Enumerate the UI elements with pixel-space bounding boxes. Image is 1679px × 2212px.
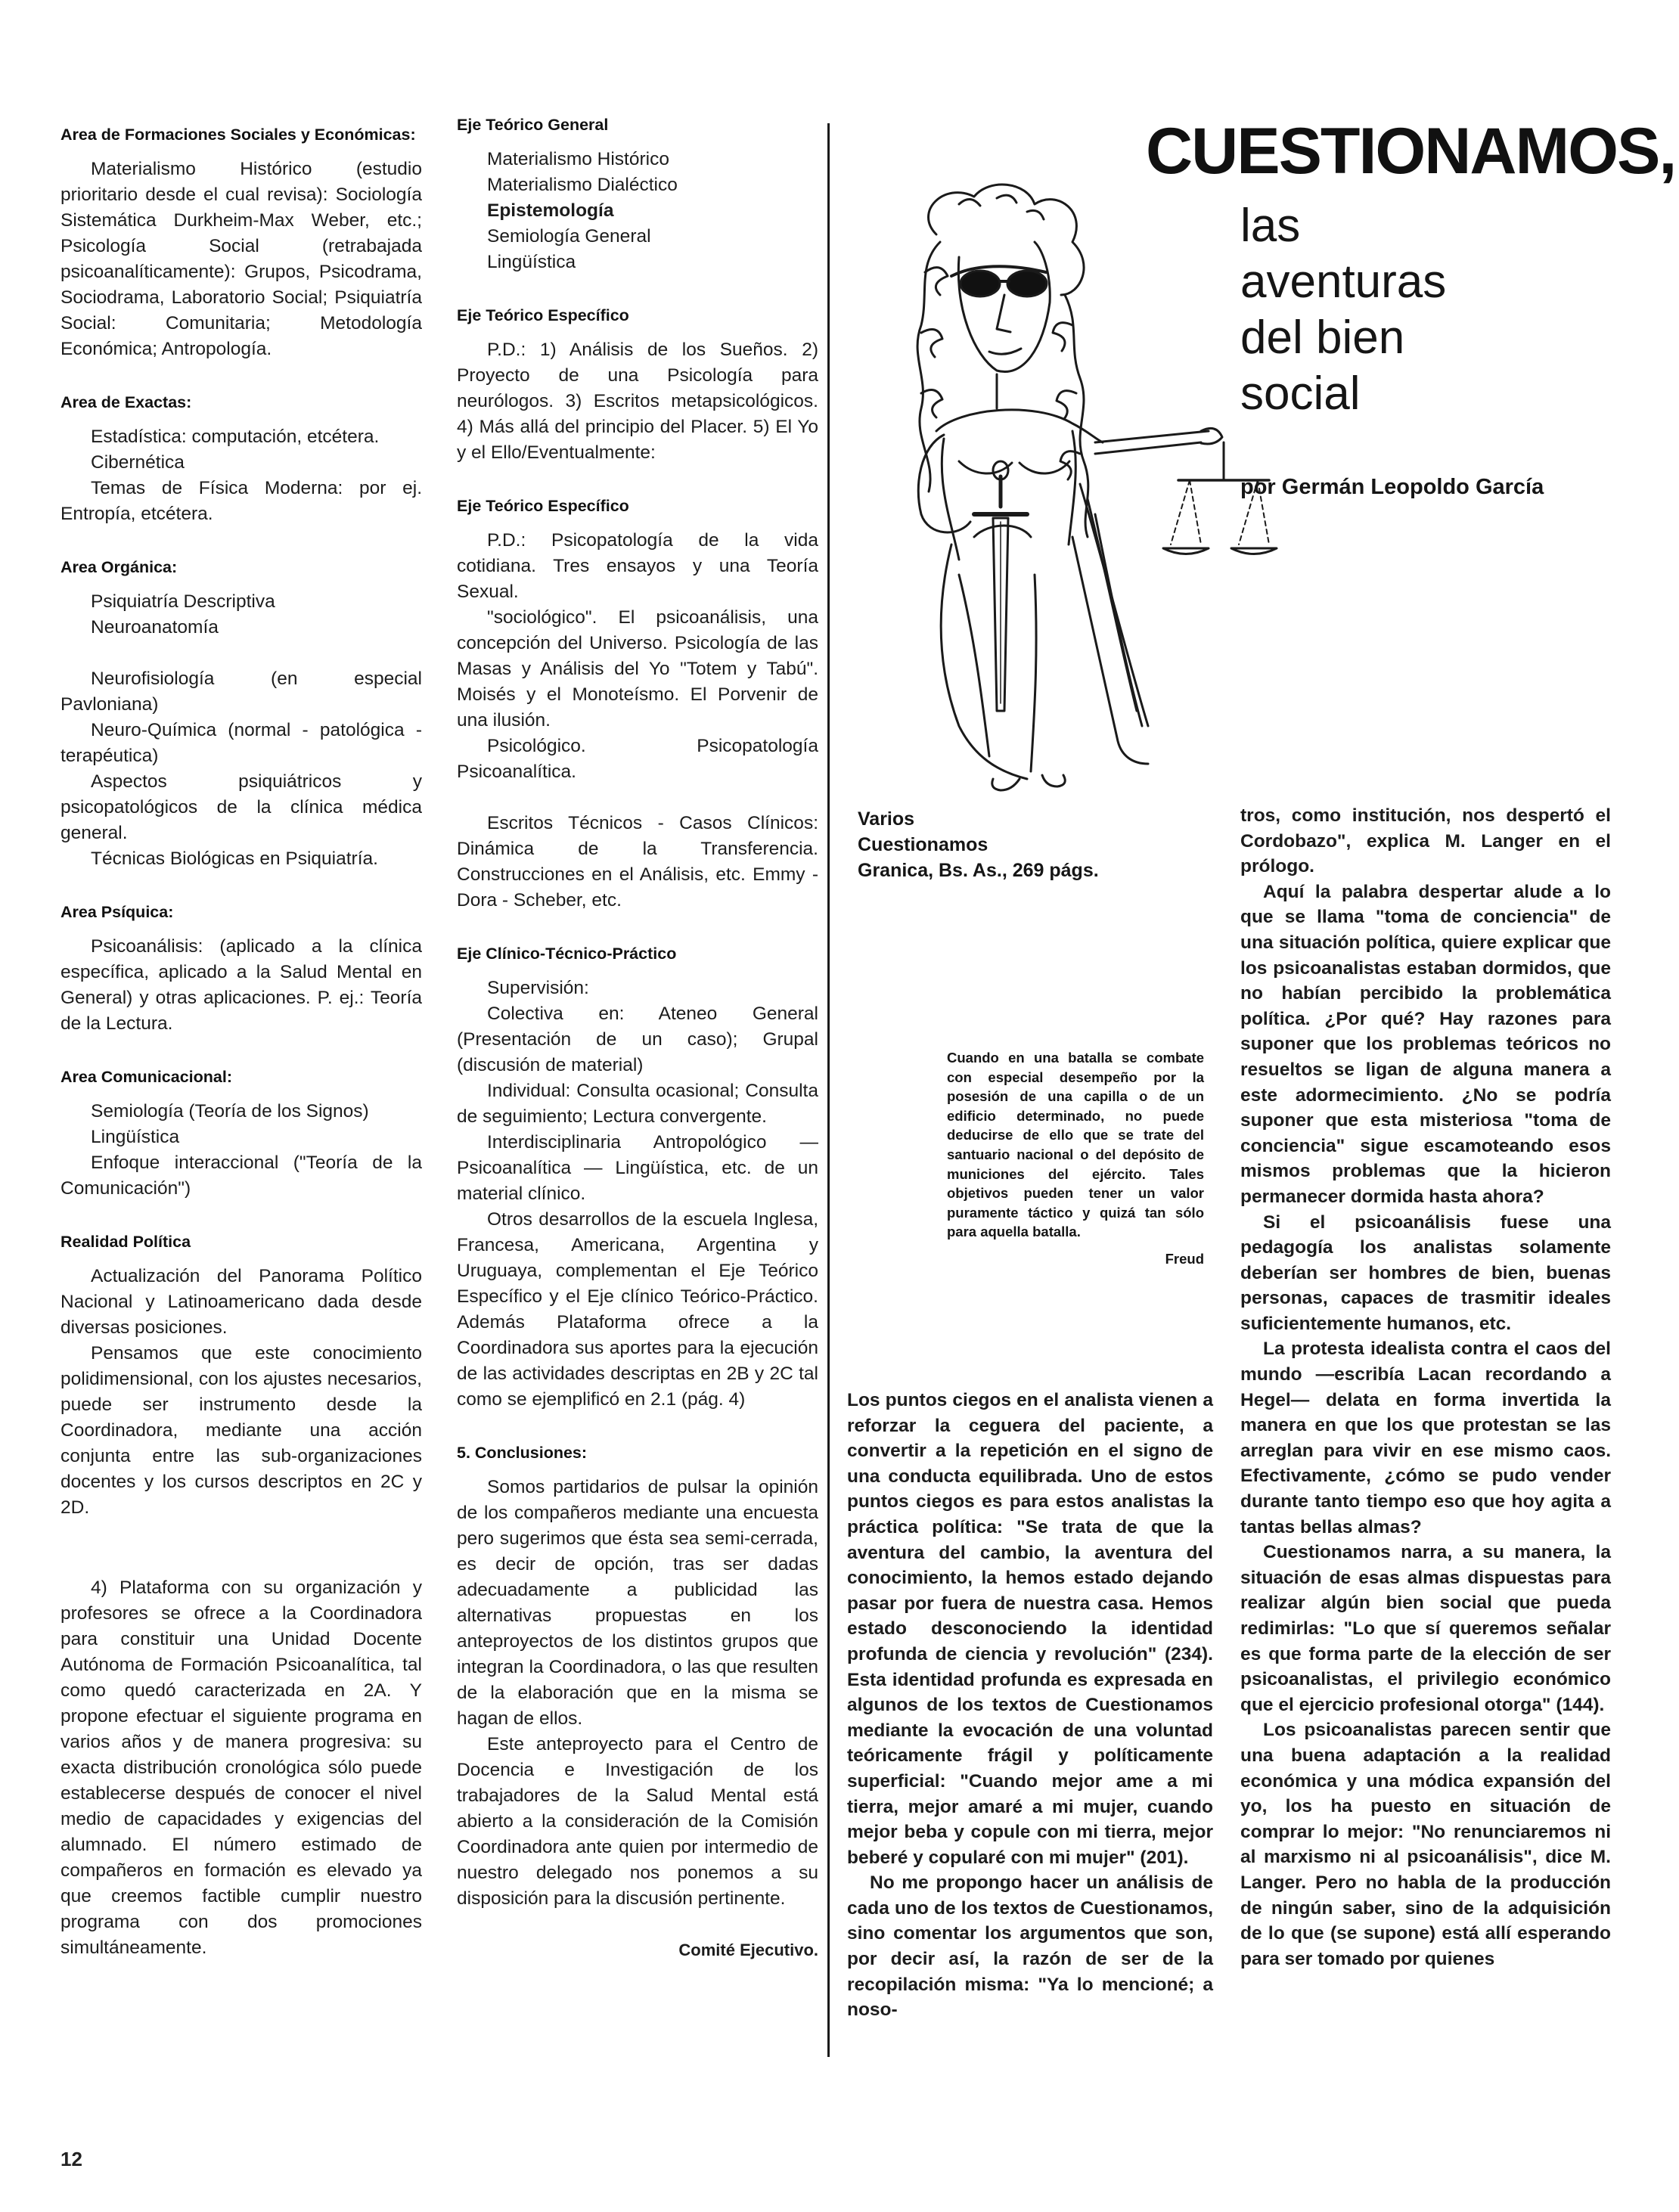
list-item: Materialismo Histórico — [487, 149, 669, 169]
paragraph: Los puntos ciegos en el analista vienen a reforzar la ceguera del paciente, a convertir a la repetición en el signo de una conducta equilibrada. Uno de estos puntos ciegos es para estos analistas la práctica política: "Se trata de que la aventura del cambio, la aventura del conocimiento, la hemos estado dejando pasar por fuera de nuestra casa. Hemos estado desconociendo la identidad profunda de ciencia y revolución" (234). Esta identidad profunda es expresada en algunos de los textos de Cuestionamos mediante la evocación de una voluntad teóricamente frágil y políticamente superficial: "Cuando mejor ame a mi tierra, mejor amaré a mi mujer, cuando mejor beba y copule con mi tierra, mejor beberé y copularé con mi mujer" (201). — [847, 1390, 1213, 1868]
scale-arm — [1095, 428, 1222, 454]
section-heading: Area de Formaciones Sociales y Económicas: — [61, 126, 416, 144]
paragraph: Temas de Física Moderna: por ej. Entropía, etcétera. — [61, 478, 422, 524]
column-1 — [61, 123, 422, 1961]
sword — [974, 461, 1031, 711]
subtitle-line: las — [1240, 200, 1301, 252]
section-realidad-politica — [61, 1230, 422, 1521]
paragraph: Supervisión: — [487, 978, 589, 998]
torso — [918, 374, 1103, 560]
section-heading: Area de Exactas: — [61, 393, 192, 411]
section-heading: Eje Teórico General — [457, 116, 609, 134]
paragraph: "sociológico". El psicoanálisis, una concepción del Universo. Psicología de las Masas y Análisis del Yo "Totem y Tabú". Moisés y el Monoteísmo. El Porvenir de una ilusión. — [457, 607, 818, 731]
list — [457, 147, 818, 275]
article-title: CUESTIONAMOS, — [1146, 115, 1676, 188]
list-item: Epistemología — [487, 200, 614, 221]
paragraph: Psicológico. Psicopatología Psicoanalítica. — [457, 736, 818, 782]
paragraph: Enfoque interaccional ("Teoría de la Comunicación") — [61, 1153, 422, 1199]
epigraph — [947, 1048, 1204, 1269]
page-number: 12 — [61, 2148, 82, 2170]
book-author: Varios — [858, 808, 915, 830]
section-heading: Eje Teórico Específico — [457, 497, 629, 515]
section-heading: Eje Teórico Específico — [457, 306, 629, 324]
paragraph: Aquí la palabra despertar alude a lo que se llama "toma de conciencia" de una situación política, quiere explicar que los psicoanalistas estaban dormidos, que no habían percibido la problemática política. ¿Por qué? Hay razones para suponer que los problemas teóricos no resueltos se ligan de alguna manera a este adormecimiento. ¿No se podría suponer que esta misteriosa "toma de conciencia" sigue escamoteando esos mismos problemas que la hicieron permanecer dormida hasta ahora? — [1240, 881, 1611, 1207]
column-divider — [827, 123, 830, 2057]
article-author: por Germán Leopoldo García — [1240, 475, 1544, 499]
paragraph: P.D.: Psicopatología de la vida cotidiana. Tres ensayos y una Teoría Sexual. — [457, 530, 818, 602]
paragraph: Este anteproyecto para el Centro de Docencia e Investigación de los trabajadores de la Salud Mental está abierto a la consideración de la Comisión Coordinadora ante quien por intermedio de nuestro delegado nos ponemos a su disposición para la discusión pertinente. — [457, 1734, 818, 1909]
paragraph: Somos partidarios de pulsar la opinión de los compañeros mediante una encuesta pero sugerimos que ésta sea semi-cerrada, es decir de opción, tras ser dadas adecuadamente a publicidad las alternativas propuestas en los anteproyectos de los distintos grupos que integran la Coordinadora, o las que resulten de la elaboración que en la misma se hagan de ellos. — [457, 1477, 818, 1729]
section-eje-teorico-general — [457, 113, 818, 275]
list-item: Lingüística — [91, 1127, 180, 1147]
paragraph: Actualización del Panorama Político Nacional y Latinoamericano dada desde diversas posiciones. — [61, 1266, 422, 1338]
paragraph: Cibernética — [91, 452, 185, 473]
column-4 — [1240, 803, 1611, 1972]
paragraph: Neurofisiología (en especial Pavloniana) — [61, 669, 422, 715]
signature: Comité Ejecutivo. — [678, 1941, 818, 1959]
section-formaciones — [61, 123, 422, 362]
section-heading: 5. Conclusiones: — [457, 1444, 588, 1462]
justice-illustration — [846, 181, 1284, 802]
column-2 — [457, 113, 818, 1992]
book-publisher: Granica, Bs. As., 269 págs. — [858, 860, 1099, 881]
scales — [1163, 442, 1277, 554]
epigraph-source: Freud — [1165, 1250, 1204, 1267]
column-3 — [847, 1388, 1213, 2023]
book-title: Cuestionamos — [858, 834, 988, 855]
section-heading: Area Psíquica: — [61, 903, 174, 921]
paragraph: Escritos Técnicos - Casos Clínicos: Dinámica de la Transferencia. Construcciones en el Análisis, etc. Emmy - Dora - Scheber, etc. — [457, 813, 818, 911]
list-item: Materialismo Dialéctico — [487, 175, 678, 195]
paragraph: Colectiva en: Ateneo General (Presentación de un caso); Grupal (discusión de material) — [457, 1004, 818, 1075]
list — [61, 1099, 422, 1150]
paragraph: Aspectos psiquiátricos y psicopatológicos de la clínica médica general. — [61, 771, 422, 843]
list-item: Psiquiatría Descriptiva — [91, 591, 275, 612]
list-item: Semiología (Teoría de los Signos) — [91, 1101, 369, 1122]
list — [61, 589, 422, 641]
gown — [941, 484, 1148, 790]
paragraph: Interdisciplinaria Antropológico — Psicoanalítica — Lingüística, etc. de un material clínico. — [457, 1132, 818, 1204]
list-item: Lingüística — [487, 252, 576, 272]
face — [951, 242, 1050, 372]
paragraph: Si el psicoanálisis fuese una pedagogía los analistas solamente deberían ser hombres de bien, buenas personas, capaces de trasmitir ideales suficientemente humanos, etc. — [1240, 1211, 1611, 1334]
paragraph: No me propongo hacer un análisis de cada uno de los textos de Cuestionamos, sino comentar los argumentos que son, por decir así, la razón de ser de la recopilación misma: "Ya lo mencioné; a noso- — [847, 1872, 1213, 2021]
list-item: Semiología General — [487, 226, 651, 247]
paragraph: Otros desarrollos de la escuela Inglesa, Francesa, Americana, Argentina y Uruguaya, complementan el Eje Teórico Específico y el Eje clínico Teórico-Práctico. Además Plataforma ofrece a la Coordinadora sus aportes para la ejecución de las actividades descriptas en 2B y 2C tal como se ejemplificó en 2.1 (pág. 4) — [457, 1209, 818, 1410]
section-comunicacional — [61, 1066, 422, 1202]
section-exactas — [61, 391, 422, 527]
paragraph: La protesta idealista contra el caos del mundo —escribía Lacan recordando a Hegel— delata en forma invertida la manera en que los que protestan se las arreglan para vivir en ese mismo caos. Efectivamente, ¿cómo se pudo vender durante tanto tiempo eso que hoy agita a tantas bellas almas? — [1240, 1339, 1611, 1537]
section-eje-teorico-especifico-2 — [457, 495, 818, 914]
paragraph: Individual: Consulta ocasional; Consulta de seguimiento; Lectura convergente. — [457, 1081, 818, 1127]
section-heading: Area Orgánica: — [61, 558, 178, 576]
section-heading: Eje Clínico-Técnico-Práctico — [457, 945, 677, 963]
section-conclusiones — [457, 1441, 818, 1963]
paragraph: Neuro-Química (normal - patológica - terapéutica) — [61, 720, 422, 766]
section-heading: Area Comunicacional: — [61, 1068, 232, 1086]
paragraph-plataforma: 4) Plataforma con su organización y profesores se ofrece a la Coordinadora para constituir una Unidad Docente Autónoma de Formación Psicoanalítica, tal como quedó caracterizada en 2A. Y propone efectuar el siguiente programa en varios años y de manera progresiva: su exacta distribución cronológica sólo puede establecerse después de conocer el nivel medio de capacidades y exigencias del alumnado. El número estimado de compañeros en formación es elevado ya que creemos factible cumplir nuestro programa con dos promociones simultáneamente. — [61, 1578, 422, 1958]
article-subtitle — [1240, 198, 1618, 422]
section-eje-clinico — [457, 942, 818, 1413]
section-heading: Realidad Política — [61, 1233, 191, 1251]
paragraph: Técnicas Biológicas en Psiquiatría. — [91, 849, 378, 869]
subtitle-line: aventuras — [1240, 256, 1447, 308]
subtitle-line: social — [1240, 368, 1361, 420]
section-psiquica — [61, 901, 422, 1037]
paragraph: Cuestionamos narra, a su manera, la situación de esas almas dispuestas para realizar algún bien social que pueda redimirlas: "Lo que sí queremos señalar es que forma parte de la elección de ser psicoanalistas, el privilegio económico que el ejercicio profesional otorga" (144). — [1240, 1542, 1611, 1715]
list-item: Neuroanatomía — [91, 617, 219, 638]
section-organica — [61, 556, 422, 872]
paragraph: tros, como institución, nos despertó el Cordobazo", explica M. Langer en el prólogo. — [1240, 805, 1611, 877]
paragraph: Estadística: computación, etcétera. — [91, 427, 380, 447]
paragraph: P.D.: 1) Análisis de los Sueños. 2) Proyecto de una Psicología para neurólogos. 3) Escritos metapsicológicos. 4) Más allá del principio del Placer. 5) El Yo y el Ello/Eventualmente: — [457, 340, 818, 463]
paragraph: Los psicoanalistas parecen sentir que una buena adaptación a la realidad económica y una módica expansión del yo, los ha puesto en situación de comprar lo mejor: "No renunciaremos ni al marxismo ni al psicoanálisis", dice M. Langer. Pero no habla de la producción de ningún saber, sino de la adquisición de lo que (se supone) está allí esperando para ser tomado por quienes — [1240, 1720, 1611, 1969]
subtitle-line: del bien — [1240, 312, 1405, 364]
epigraph-text: Cuando en una batalla se combate con especial desempeño por la posesión de una capilla o de un edificio determinado, no puede deducirse de ello que se trate del santuario nacional o del depósito de municiones del ejército. Tales objetivos pueden tener un valor puramente táctico y quizá tan sólo para aquella batalla. — [947, 1050, 1204, 1240]
paragraph: Psicoanálisis: (aplicado a la clínica específica, aplicado a la Salud Mental en General) y otras aplicaciones. P. ej.: Teoría de la Lectura. — [61, 936, 422, 1034]
paragraph: Pensamos que este conocimiento polidimensional, con los ajustes necesarios, puede ser instrumento desde la Coordinadora, mediante una acción conjunta entre las sub-organizaciones docentes y los cursos descriptos en 2C y 2D. — [61, 1343, 422, 1518]
paragraph: Materialismo Histórico (estudio prioritario desde el cual revisa): Sociología Sistemática Durkheim-Max Weber, etc.; Psicología Social (retrabajada psicoanalíticamente): Grupos, Psicodrama, Sociodrama, Laboratorio Social; Psiquiatría Social: Comunitaria; Metodología Económica; Antropología. — [61, 159, 422, 359]
book-reference — [858, 806, 1175, 883]
section-eje-teorico-especifico-1 — [457, 304, 818, 466]
